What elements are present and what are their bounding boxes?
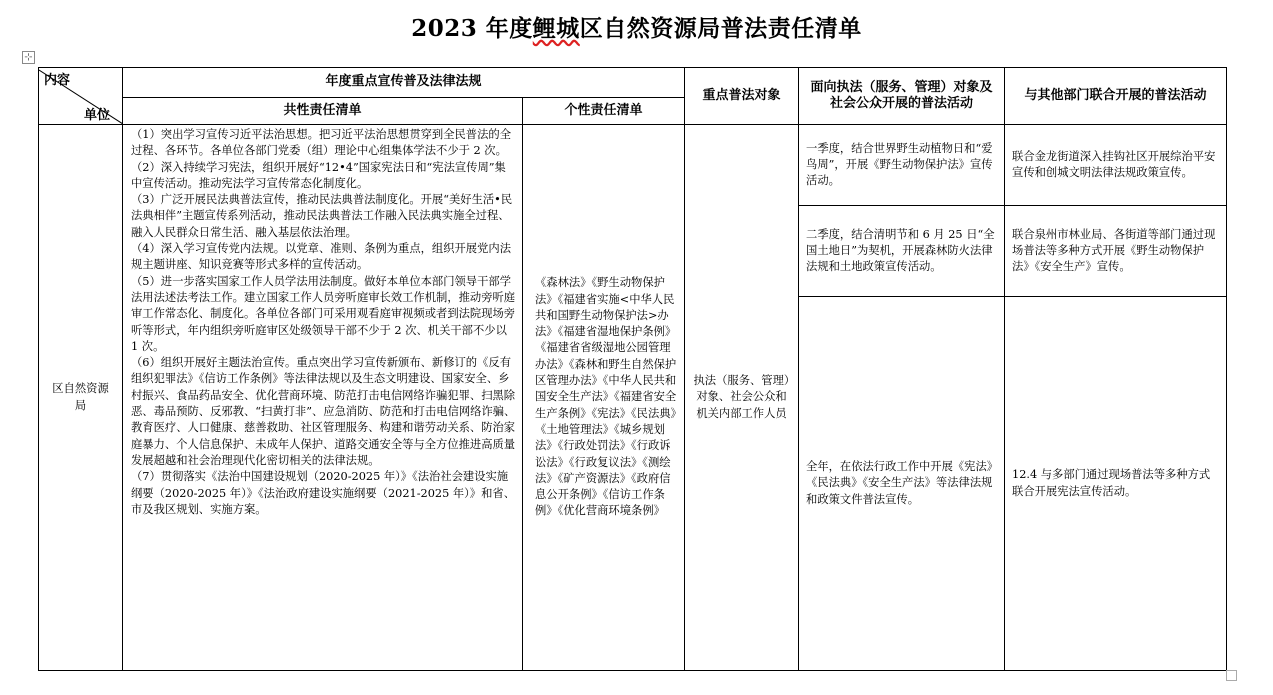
common-item: （1）突出学习宣传习近平法治思想。把习近平法治思想贯穿到全民普法的全过程、各环节。各单位各部门党委（组）理论中心组集体学法不少于 2 次。 <box>131 128 511 158</box>
common-item: （6）组织开展好主题法治宣传。重点突出学习宣传新颁布、新修订的《反有组织犯罪法》《信访工作条例》等法律法规以及生态文明建设、国家安全、乡村振兴、食品药品安全、优化营商环境、防范打击电信网络诈骗犯罪、扫黑除恶、毒品预防、反邪教、“扫黄打非”、应急消防、防范和打击电信网络诈骗、教育医疗、人口健康、慈善救助、社区管理服务、构建和谐劳动关系、防治家庭暴力、个人信息保护、未成年人保护、道路交通安全等与全方位推进高质量发展超越和社会治理现代化密切相关的法律法规。 <box>131 356 516 467</box>
page-title: 2023 年度鲤城区自然资源局普法责任清单 <box>411 15 862 42</box>
responsibility-table <box>38 67 1227 671</box>
common-item: （3）广泛开展民法典普法宣传，推动民法典普法制度化。开展“美好生活•民法典相伴”主题宣传系列活动，推动民法典普法工作融入民法典实施全过程、融入人民群众日常生活、融入基层依法治理。 <box>131 193 513 239</box>
unit-cell: 区自然资源局 <box>39 125 123 671</box>
joint-activity-cell: 联合泉州市林业局、各街道等部门通过现场普法等多种方式开展《野生动物保护法》《安全生产》宣传。 <box>1005 206 1227 297</box>
key-targets-header: 重点普法对象 <box>685 68 799 125</box>
common-item: （4）深入学习宣传党内法规。以党章、准则、条例为重点，组织开展党内法规主题讲座、知识竞赛等形式多样的宣传活动。 <box>131 242 511 272</box>
table-move-handle-icon[interactable]: ⊹ <box>22 51 35 64</box>
table-resize-handle-icon[interactable] <box>1226 670 1237 681</box>
law-activity-cell: 二季度，结合清明节和 6 月 25 日“全国土地日”为契机，开展森林防火法律法规和土地政策宣传活动。 <box>799 206 1005 297</box>
common-item: （5）进一步落实国家工作人员学法用法制度。做好本单位本部门领导干部学法用法述法考法工作。建立国家工作人员旁听庭审长效工作机制，推动旁听庭审工作常态化、制度化。各单位各部门可采用观看庭审视频或者到法院现场旁听等形式，年内组织旁听庭审区处级领导干部不少于 2 次、机关干部不少以 1 次。 <box>131 274 516 353</box>
common-item: （7）贯彻落实《法治中国建设规划（2020-2025 年）》《法治社会建设实施纲要（2020-2025 年）》《法治政府建设实施纲要（2021-2025 年）》和省、市及我区规划、实施方案。 <box>131 470 515 516</box>
individual-list-cell: 《森林法》《野生动物保护法》《福建省实施<中华人民共和国野生动物保护法>办法》《福建省湿地保护条例》《福建省省级湿地公园管理办法》《森林和野生自然保护区管理办法》《中华人民共和国安全生产法》《福建省安全生产条例》《宪法》《民法典》《土地管理法》《城乡规划法》《行政处罚法》《行政诉讼法》《行政复议法》《测绘法》《矿产资源法》《政府信息公开条例》《信访工作条例》《优化营商环境条例》 <box>523 125 685 671</box>
joint-activity-cell: 联合金龙街道深入挂钩社区开展综治平安宣传和创城文明法律法规政策宣传。 <box>1005 125 1227 206</box>
law-activity-cell: 全年，在依法行政工作中开展《宪法》《民法典》《安全生产法》等法律法规和政策文件普法宣传。 <box>799 297 1005 671</box>
unit-label: 单位 <box>83 108 110 123</box>
common-item: （2）深入持续学习宪法，组织开展好“12•4”国家宪法日和“宪法宣传周”集中宣传活动。推动宪法学习宣传常态化制度化。 <box>131 160 506 190</box>
individual-list-header: 个性责任清单 <box>523 97 685 124</box>
joint-activity-cell: 12.4 与多部门通过现场普法等多种方式联合开展宪法宣传活动。 <box>1005 297 1227 671</box>
law-activity-cell: 一季度，结合世界野生动植物日和“爱鸟周”，开展《野生动物保护法》宣传活动。 <box>799 125 1005 206</box>
common-list-header: 共性责任清单 <box>123 97 523 124</box>
joint-activities-header: 与其他部门联合开展的普法活动 <box>1005 68 1227 125</box>
diagonal-header-cell <box>39 68 123 125</box>
law-activities-header: 面向执法（服务、管理）对象及社会公众开展的普法活动 <box>799 68 1005 125</box>
annual-group-header: 年度重点宣传普及法律法规 <box>123 68 685 98</box>
key-targets-cell: 执法（服务、管理）对象、社会公众和机关内部工作人员 <box>685 125 799 671</box>
content-label: 内容 <box>44 73 71 88</box>
common-list-cell <box>123 125 523 671</box>
